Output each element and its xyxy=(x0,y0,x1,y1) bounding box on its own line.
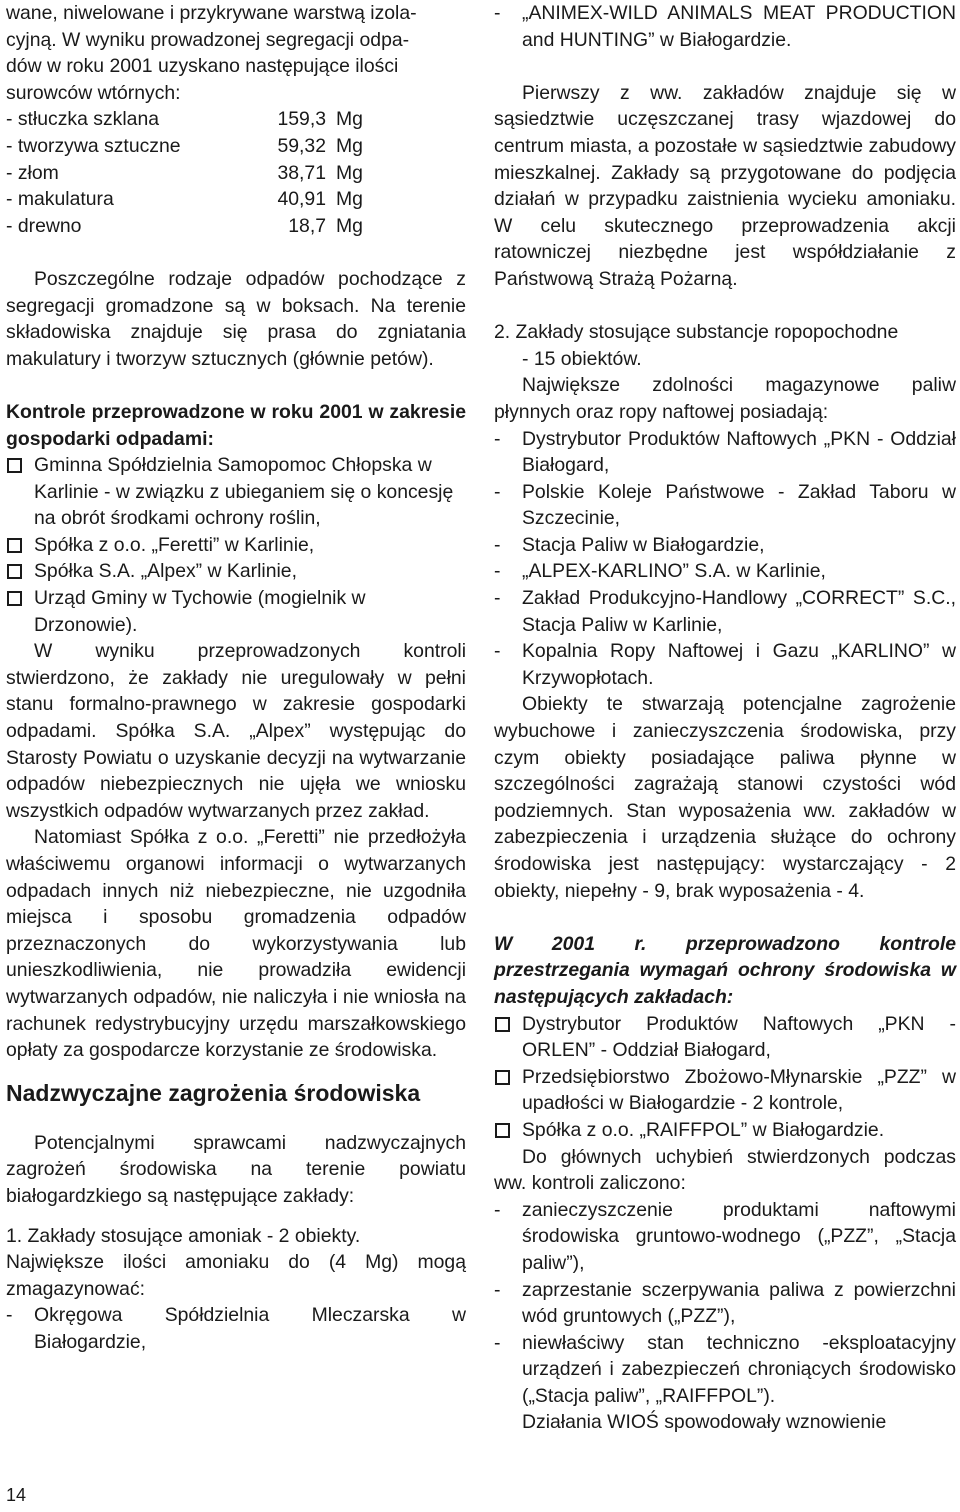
list-item xyxy=(494,1011,956,1064)
checkbox-icon xyxy=(495,1017,510,1032)
list-item xyxy=(494,1330,956,1410)
list-item-text: Okręgowa Spółdzielnia Mleczarska w Białogardzie, xyxy=(34,1304,466,1353)
dash-marker: - xyxy=(494,480,501,503)
dash-marker: - xyxy=(494,533,501,556)
list-item-text: Zakład Produkcyjno-Handlowy „CORRECT” S.C., Stacja Paliw w Karlinie, xyxy=(522,587,956,636)
findings-list xyxy=(494,1197,956,1410)
material-value: 40,91 xyxy=(277,188,326,211)
list-item-text: Urząd Gminy w Tychowie (mogielnik w Drzonowie). xyxy=(34,587,366,636)
material-name: - złom xyxy=(6,161,59,184)
waste-paragraph: Poszczególne rodzaje odpadów pochodzące z segregacji gromadzone są w boksach. Na terenie składowiska znajduje się prasa do zgniatania makulatury i tworzyw sztucznych (głównie petów). xyxy=(6,267,466,370)
checkbox-icon xyxy=(7,538,22,553)
material-unit: Mg xyxy=(336,108,363,131)
material-name: - tworzywa sztuczne xyxy=(6,134,181,157)
list-item-text: Kopalnia Ropy Naftowej i Gazu „KARLINO” w Krzywopłotach. xyxy=(522,640,956,689)
dash-marker: - xyxy=(494,427,501,450)
list-item xyxy=(494,1117,956,1144)
dash-marker: - xyxy=(494,640,501,663)
material-row xyxy=(6,186,363,213)
material-value: 38,71 xyxy=(277,161,326,184)
petro-list xyxy=(494,426,956,692)
list-item-text: Spółka S.A. „Alpex” w Karlinie, xyxy=(34,560,297,583)
list-item-text: Przedsiębiorstwo Zbożowo-Młynarskie „PZZ” w upadłości w Białogardzie - 2 kontrole, xyxy=(522,1065,956,1115)
list-item-text: Spółka z o.o. „RAIFFPOL” w Białogardzie. xyxy=(522,1118,885,1141)
closing-line: Działania WIOŚ spowodowały wznowienie xyxy=(522,1411,887,1434)
list-item-text: Polskie Koleje Państwowe - Zakład Taboru w Szczecinie, xyxy=(522,480,956,530)
petro-line: 2. Zakłady stosujące substancje ropopochodne xyxy=(494,321,899,344)
material-row xyxy=(6,106,363,133)
material-name: - drewno xyxy=(6,214,82,237)
list-item xyxy=(6,532,466,559)
petro-result: Obiekty te stwarzają potencjalne zagrożenie wybuchowe i zanieczyszczenia środowiska, przy czym obiekty posiadające paliwa płynne w szczególności zagrażają stanowi czystości wód podziemnych. Stan wyposażenia ww. zakładów w zabezpieczenia i urządzenia służące do ochrony środowiska jest następujący: wystarczający - 2 obiekty, niepełny - 9, brak wyposażenia - 4. xyxy=(494,693,956,902)
ammonia-line: 1. Zakłady stosujące amoniak - 2 obiekty. xyxy=(6,1224,361,1247)
dash-marker: - xyxy=(494,560,501,583)
list-item-text: zanieczyszczenie produktami naftowymi środowiska gruntowo-wodnego („PZZ”, „Stacja paliw”), xyxy=(522,1198,956,1274)
dash-marker: - xyxy=(494,1278,501,1301)
dash-marker: - xyxy=(494,1198,501,1221)
intro-line: surowców wtórnych: xyxy=(6,81,181,104)
dash-marker: - xyxy=(494,587,501,610)
list-item xyxy=(494,1197,956,1277)
material-row xyxy=(6,133,363,160)
intro-line: wane, niwelowane i przykrywane warstwą izola- xyxy=(6,2,417,24)
checkbox-icon xyxy=(495,1070,510,1085)
material-row xyxy=(6,160,363,187)
list-item-text: Dystrybutor Produktów Naftowych „PKN - Oddział Białogard, xyxy=(522,427,956,477)
materials-table xyxy=(6,106,363,239)
material-unit: Mg xyxy=(336,188,363,211)
kontrole-result: W wyniku przeprowadzonych kontroli stwierdzono, że zakłady nie uregulowały w pełni stanu formalno-prawnego w zakresie gospodarki odpadami. Spółka S.A. „Alpex” występując do Starosty Powiatu o uzyskanie decyzji na wytwarzanie odpadów niebezpiecznych nie ujęła we wniosku wszystkich odpadów wytwarzanych przez zakład. xyxy=(6,640,466,822)
material-value: 159,3 xyxy=(277,108,326,131)
ammonia-line: Największe ilości amoniaku do (4 Mg) mogą zmagazynować: xyxy=(6,1251,466,1300)
list-item xyxy=(494,638,956,691)
ammonia-list-continued xyxy=(494,0,956,53)
kontrole-list xyxy=(6,452,466,638)
material-name: - stłuczka szklana xyxy=(6,108,160,131)
page-number: 14 xyxy=(6,1485,27,1505)
ammonia-paragraph: Pierwszy z ww. zakładów znajduje się w sąsiedztwie uczęszczanej trasy wjazdowej do centrum miasta, a pozostałe w sąsiedztwie zabudowy mieszkalnej. Zakłady są przygotowane do podjęcia działań w przypadku zaistnienia wycieku amoniaku. W celu skutecznego przeprowadzenia akcji ratowniczej niezbędne jest współdziałanie z Państwową Strażą Pożarną. xyxy=(494,81,956,290)
kontrole2-heading: W 2001 r. przeprowadzono kontrole przestrzegania wymagań ochrony środowiska w następujących zakładach: xyxy=(494,932,956,1008)
checkbox-icon xyxy=(495,1123,510,1138)
list-item-text: Stacja Paliw w Białogardzie, xyxy=(522,533,765,556)
list-item-text: Spółka z o.o. „Feretti” w Karlinie, xyxy=(34,533,315,556)
material-row xyxy=(6,213,363,240)
list-item-text: niewłaściwy stan techniczno -eksploatacyjny urządzeń i zabezpieczeń chroniących środowisko („Stacja paliw”, „RAIFFPOL”). xyxy=(522,1331,956,1407)
list-item xyxy=(494,426,956,479)
checkbox-icon xyxy=(7,458,22,473)
material-value: 59,32 xyxy=(277,134,326,157)
list-item-text: „ANIMEX-WILD ANIMALS MEAT PRODUCTION and HUNTING” w Białogardzie. xyxy=(522,2,956,51)
material-unit: Mg xyxy=(336,134,363,157)
dash-marker: - xyxy=(6,1304,13,1327)
list-item xyxy=(494,1064,956,1117)
list-item xyxy=(494,1277,956,1330)
intro-line: cyjną. W wyniku prowadzonej segregacji odpa- xyxy=(6,28,410,51)
section-title: Nadzwyczajne zagrożenia środowiska xyxy=(6,1079,421,1106)
material-unit: Mg xyxy=(336,161,363,184)
list-item xyxy=(6,1302,466,1355)
list-item xyxy=(494,585,956,638)
dash-marker: - xyxy=(494,1331,501,1354)
petro-line: - 15 obiektów. xyxy=(522,347,642,370)
list-item-text: Dystrybutor Produktów Naftowych „PKN - ORLEN” - Oddział Białogard, xyxy=(522,1012,956,1062)
checkbox-icon xyxy=(7,564,22,579)
checkbox-icon xyxy=(7,591,22,606)
threats-paragraph: Potencjalnymi sprawcami nadzwyczajnych zagrożeń środowiska na terenie powiatu białogardzkiego są następujące zakłady: xyxy=(6,1131,466,1207)
left-column xyxy=(6,0,466,1356)
petro-paragraph: Największe zdolności magazynowe paliw płynnych oraz ropy naftowej posiadają: xyxy=(494,374,956,423)
dash-marker: - xyxy=(494,2,501,24)
list-item-text: zaprzestanie sczerpywania paliwa z powierzchni wód gruntowych („PZZ”), xyxy=(522,1278,956,1328)
material-value: 18,7 xyxy=(288,214,326,237)
list-item xyxy=(6,585,466,638)
intro-line: dów w roku 2001 uzyskano następujące ilości xyxy=(6,55,399,78)
list-item xyxy=(6,558,466,585)
kontrole2-intro: Do głównych uchybień stwierdzonych podczas ww. kontroli zaliczono: xyxy=(494,1145,956,1195)
right-column xyxy=(494,0,956,1436)
list-item-text: „ALPEX-KARLINO” S.A. w Karlinie, xyxy=(522,560,826,583)
list-item xyxy=(494,532,956,559)
list-item xyxy=(494,558,956,585)
kontrole2-list xyxy=(494,1011,956,1144)
list-item xyxy=(6,452,466,532)
kontrole-heading: Kontrole przeprowadzone w roku 2001 w zakresie gospodarki odpadami: xyxy=(6,400,466,450)
feretti-paragraph: Natomiast Spółka z o.o. „Feretti” nie przedłożyła właściwemu organowi informacji o wytwarzanych odpadach innych niż niebezpieczne, nie uzgodniła miejsca i sposobu gromadzenia odpadów przeznaczonych do wykorzystywania lub unieszkodliwienia, nie prowadziła ewidencji wytwarzanych odpadów, nie naliczyła i nie wniosła na rachunek redystrybucyjny urzędu marszałkowskiego opłaty za gospodarcze korzystanie ze środowiska. xyxy=(6,826,466,1062)
list-item xyxy=(494,479,956,532)
material-unit: Mg xyxy=(336,214,363,237)
material-name: - makulatura xyxy=(6,188,114,211)
list-item-text: Gminna Spółdzielnia Samopomoc Chłopska w Karlinie - w związku z ubieganiem się o koncesję na obrót środkami ochrony roślin, xyxy=(34,454,454,530)
ammonia-list xyxy=(6,1302,466,1355)
list-item xyxy=(494,0,956,53)
